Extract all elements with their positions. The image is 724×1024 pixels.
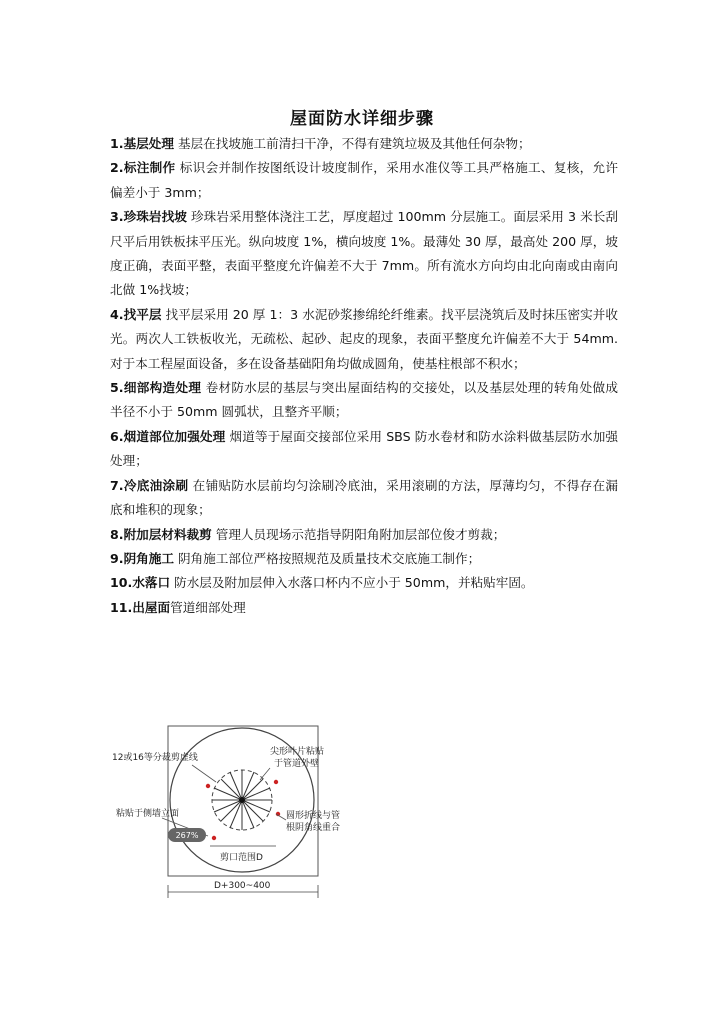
step-10 — [110, 571, 618, 595]
step-heading: 标注制作 — [123, 160, 176, 176]
step-heading: 附加层材料裁剪 — [123, 526, 212, 542]
step-heading: 珍珠岩找坡 — [123, 209, 187, 225]
step-1 — [110, 132, 618, 156]
step-number: 11. — [110, 599, 133, 615]
page-title: 屋面防水详细步骤 — [290, 109, 434, 129]
label-cut-lines: 12或16等分裁剪虚线 — [112, 753, 198, 763]
step-9 — [110, 547, 618, 571]
marker-dot — [274, 780, 278, 784]
steps-body — [110, 132, 618, 620]
step-text: 在铺贴防水层前均匀涂刷冷底油，采用滚刷的方法，厚薄均匀，不得存在漏底和堆积的现象； — [110, 477, 618, 518]
step-heading: 找平层 — [123, 306, 162, 322]
step-text: 管理人员现场示范指导阴阳角附加层部位俊才剪裁； — [211, 526, 506, 542]
label-ring-1: 圆形折线与管 — [286, 811, 341, 821]
marker-dot — [206, 784, 210, 788]
step-number: 8. — [110, 526, 124, 542]
label-dimension: D+300~400 — [214, 881, 271, 891]
step-11 — [110, 596, 618, 620]
pipe-detail-figure — [110, 720, 356, 910]
step-heading: 阴角施工 — [123, 550, 174, 566]
step-heading: 水落口 — [132, 575, 171, 591]
label-petal-1: 尖形叶片粘贴 — [270, 747, 325, 757]
step-heading: 出屋面 — [132, 599, 171, 615]
step-text: 找平层采用 20 厚 1：3 水泥砂浆掺绵纶纤维素。找平层浇筑后及时抹压密实并收光。两次人工铁板收光，无疏松、起砂、起皮的现象，表面平整度允许偏差不大于 54mm.对于本工程屋面设备，多在设备基础阳角均做成圆角，使基柱根部不积水； — [110, 306, 618, 371]
step-number: 9. — [110, 550, 124, 566]
step-text: 阴角施工部位严格按照规范及质量技术交底施工制作； — [173, 550, 481, 566]
step-5 — [110, 376, 618, 425]
step-heading: 烟道部位加强处理 — [123, 428, 226, 444]
step-7 — [110, 474, 618, 523]
step-number: 5. — [110, 380, 124, 396]
step-6 — [110, 425, 618, 474]
step-text: 标识会并制作按图纸设计坡度制作，采用水准仪等工具严格施工、复核，允许偏差小于 3mm； — [110, 160, 618, 200]
step-text: 卷材防水层的基层与突出屋面结构的交接处，以及基层处理的转角处做成半径不小于 50mm 圆弧状，且整齐平顺； — [110, 380, 618, 420]
step-text: 基层在找坡施工前清扫干净，不得有建筑垃圾及其他任何杂物； — [173, 136, 531, 151]
step-number: 7. — [110, 477, 124, 493]
step-number: 4. — [110, 306, 124, 322]
step-8 — [110, 523, 618, 547]
step-3 — [110, 205, 618, 303]
step-2 — [110, 156, 618, 205]
step-text: 防水层及附加层伸入水落口杯内不应小于 50mm，并粘贴牢固。 — [170, 575, 534, 591]
label-petal-2: 于管道外壁 — [274, 759, 320, 769]
step-heading: 细部构造处理 — [123, 380, 202, 396]
label-wall: 粘贴于侧墙立面 — [116, 809, 180, 819]
step-number: 3. — [110, 209, 124, 225]
step-heading: 冷底油涂刷 — [123, 477, 189, 493]
zoom-badge-label: 267% — [175, 831, 199, 840]
step-4 — [110, 303, 618, 376]
step-number: 2. — [110, 160, 124, 176]
label-cut-range: 剪口范围D — [220, 853, 263, 863]
marker-dot — [212, 836, 216, 840]
step-text: 烟道等于屋面交接部位采用 SBS 防水卷材和防水涂料做基层防水加强处理； — [110, 428, 619, 469]
step-text: 管道细部处理 — [170, 599, 246, 615]
step-text: 珍珠岩采用整体浇注工艺，厚度超过 100mm 分层施工。面层采用 3 米长刮尺平后用铁板抹平压光。纵向坡度 1%，横向坡度 1%。最薄处 30 厚，最高处 200 厚，坡度正确，表面平整，表面平整度允许偏差不大于 7mm。所有流水方向均由北向南或由南向北做 1%找坡； — [110, 209, 618, 298]
step-heading: 基层处理 — [123, 136, 174, 151]
step-number: 10. — [110, 575, 133, 591]
pipe-center — [239, 797, 245, 803]
pipe-detail-drawing — [110, 720, 356, 910]
label-ring-2: 根阴角线重合 — [286, 823, 341, 833]
step-number: 6. — [110, 428, 124, 444]
step-number: 1. — [110, 136, 124, 151]
